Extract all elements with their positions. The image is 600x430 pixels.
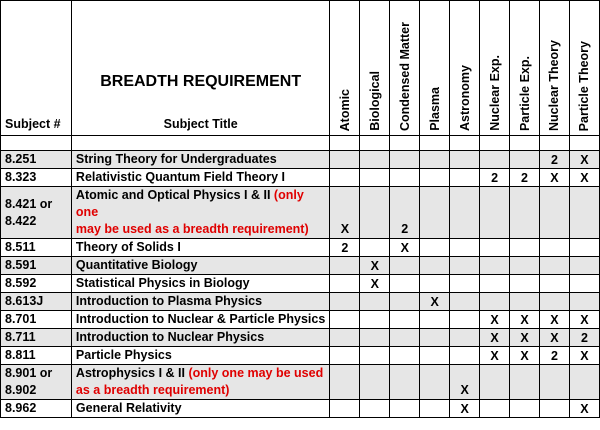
subject-number: 8.251 [1, 151, 72, 169]
subject-number: 8.962 [1, 400, 72, 418]
subject-number: 8.711 [1, 329, 72, 347]
header-subject-title: Subject Title [163, 117, 238, 131]
header-subject-number: Subject # [1, 1, 72, 136]
header-row [1, 1, 600, 136]
subject-number: 8.811 [1, 347, 72, 365]
breadth-mark: X [510, 311, 540, 329]
breadth-mark [450, 293, 480, 311]
subject-number: 8.591 [1, 257, 72, 275]
table-row [1, 187, 600, 239]
breadth-mark [450, 311, 480, 329]
breadth-mark [390, 151, 420, 169]
breadth-mark: 2 [539, 347, 569, 365]
breadth-mark [539, 293, 569, 311]
breadth-mark: X [420, 293, 450, 311]
breadth-requirement-heading: BREADTH REQUIREMENT [100, 73, 302, 90]
breadth-mark [390, 169, 420, 187]
breadth-mark [480, 187, 510, 239]
header-col-nuclear-exp: Nuclear Exp. [480, 1, 510, 136]
breadth-mark [450, 151, 480, 169]
breadth-mark: X [480, 329, 510, 347]
breadth-mark [390, 275, 420, 293]
table-row [1, 311, 600, 329]
breadth-mark: 2 [510, 169, 540, 187]
breadth-mark [390, 257, 420, 275]
header-col-plasma: Plasma [420, 1, 450, 136]
breadth-mark: 2 [390, 187, 420, 239]
table-row [1, 169, 600, 187]
breadth-mark: X [539, 169, 569, 187]
breadth-mark [330, 275, 360, 293]
table-row [1, 257, 600, 275]
breadth-mark [390, 365, 420, 400]
subject-number: 8.901 or 8.902 [1, 365, 72, 400]
breadth-mark [480, 365, 510, 400]
breadth-mark [539, 275, 569, 293]
breadth-mark [360, 311, 390, 329]
header-col-particle-exp: Particle Exp. [510, 1, 540, 136]
breadth-mark [450, 347, 480, 365]
table-row [1, 329, 600, 347]
breadth-mark [360, 329, 390, 347]
subject-number: 8.421 or 8.422 [1, 187, 72, 239]
breadth-mark [330, 151, 360, 169]
breadth-mark [569, 275, 599, 293]
breadth-mark: X [450, 365, 480, 400]
table-row [1, 293, 600, 311]
breadth-mark [510, 187, 540, 239]
breadth-mark [539, 239, 569, 257]
breadth-mark: X [330, 187, 360, 239]
breadth-mark [360, 187, 390, 239]
breadth-mark: 2 [539, 151, 569, 169]
subject-title: General Relativity [71, 400, 329, 418]
breadth-mark: X [569, 151, 599, 169]
breadth-mark: X [480, 311, 510, 329]
breadth-mark [360, 151, 390, 169]
breadth-mark [510, 365, 540, 400]
subject-title: Atomic and Optical Physics I & II (only one may be used as a breadth requirement) [71, 187, 329, 239]
table-body [1, 151, 600, 418]
breadth-note: may be used as a breadth requirement) [75, 222, 309, 236]
subject-title: Introduction to Plasma Physics [71, 293, 329, 311]
breadth-mark [420, 187, 450, 239]
breadth-mark [390, 347, 420, 365]
breadth-mark [330, 329, 360, 347]
breadth-mark [420, 400, 450, 418]
breadth-mark [420, 347, 450, 365]
breadth-mark [480, 257, 510, 275]
breadth-mark [390, 293, 420, 311]
breadth-mark [539, 365, 569, 400]
breadth-mark [420, 151, 450, 169]
breadth-mark: X [480, 347, 510, 365]
breadth-mark [420, 311, 450, 329]
breadth-note: (only one may be used [188, 366, 324, 380]
header-col-particle-theory: Particle Theory [569, 1, 599, 136]
table-row [1, 347, 600, 365]
subject-number: 8.613J [1, 293, 72, 311]
breadth-mark: 2 [569, 329, 599, 347]
breadth-mark [539, 187, 569, 239]
breadth-mark: X [569, 347, 599, 365]
table-row [1, 365, 600, 400]
subject-number: 8.701 [1, 311, 72, 329]
breadth-mark: X [510, 329, 540, 347]
breadth-mark [569, 239, 599, 257]
breadth-note: (only one [75, 188, 304, 219]
breadth-mark [510, 400, 540, 418]
breadth-mark: X [510, 347, 540, 365]
breadth-mark [480, 400, 510, 418]
breadth-mark [450, 275, 480, 293]
subject-number: 8.511 [1, 239, 72, 257]
breadth-mark [390, 400, 420, 418]
subject-title: Particle Physics [71, 347, 329, 365]
breadth-mark [360, 347, 390, 365]
header-col-biological: Biological [360, 1, 390, 136]
subject-number: 8.323 [1, 169, 72, 187]
subject-title: Theory of Solids I [71, 239, 329, 257]
breadth-mark [480, 275, 510, 293]
subject-title: Relativistic Quantum Field Theory I [71, 169, 329, 187]
spacer-row [1, 136, 600, 151]
breadth-mark [420, 365, 450, 400]
header-col-atomic: Atomic [330, 1, 360, 136]
header-title-cell [71, 1, 329, 136]
breadth-mark: X [390, 239, 420, 257]
subject-number: 8.592 [1, 275, 72, 293]
breadth-mark [360, 365, 390, 400]
breadth-mark: X [360, 257, 390, 275]
breadth-mark [330, 347, 360, 365]
breadth-mark [420, 275, 450, 293]
header-col-astronomy: Astronomy [450, 1, 480, 136]
breadth-note: as a breadth requirement) [75, 383, 230, 397]
breadth-mark [330, 400, 360, 418]
breadth-mark [390, 311, 420, 329]
header-col-nuclear-theory: Nuclear Theory [539, 1, 569, 136]
breadth-mark [330, 311, 360, 329]
subject-title: String Theory for Undergraduates [71, 151, 329, 169]
breadth-mark [450, 169, 480, 187]
breadth-mark [360, 400, 390, 418]
breadth-mark [330, 365, 360, 400]
breadth-mark [480, 293, 510, 311]
breadth-mark [510, 257, 540, 275]
breadth-mark [450, 329, 480, 347]
breadth-mark [360, 239, 390, 257]
breadth-mark [510, 151, 540, 169]
breadth-mark: X [539, 329, 569, 347]
breadth-mark [330, 169, 360, 187]
breadth-mark [390, 329, 420, 347]
breadth-mark [569, 187, 599, 239]
breadth-mark: 2 [330, 239, 360, 257]
breadth-mark [569, 257, 599, 275]
breadth-mark [510, 293, 540, 311]
breadth-mark: X [450, 400, 480, 418]
breadth-mark [480, 239, 510, 257]
table-row [1, 275, 600, 293]
breadth-mark [510, 275, 540, 293]
breadth-mark: 2 [480, 169, 510, 187]
breadth-mark [360, 293, 390, 311]
breadth-mark [450, 257, 480, 275]
breadth-mark [539, 257, 569, 275]
breadth-mark: X [569, 311, 599, 329]
breadth-mark [450, 239, 480, 257]
breadth-mark [480, 151, 510, 169]
breadth-mark [330, 293, 360, 311]
breadth-mark [360, 169, 390, 187]
breadth-mark: X [569, 169, 599, 187]
subject-title: Astrophysics I & II (only one may be used as a breadth requirement) [71, 365, 329, 400]
breadth-mark [539, 400, 569, 418]
breadth-mark: X [360, 275, 390, 293]
breadth-mark: X [569, 400, 599, 418]
table-row [1, 400, 600, 418]
breadth-mark [420, 257, 450, 275]
breadth-mark: X [539, 311, 569, 329]
breadth-mark [420, 239, 450, 257]
breadth-mark [569, 293, 599, 311]
subject-title: Introduction to Nuclear Physics [71, 329, 329, 347]
breadth-mark [420, 329, 450, 347]
table-row [1, 151, 600, 169]
subject-title: Quantitative Biology [71, 257, 329, 275]
breadth-mark [450, 187, 480, 239]
breadth-mark [420, 169, 450, 187]
table-row [1, 239, 600, 257]
subject-title: Introduction to Nuclear & Particle Physics [71, 311, 329, 329]
header-col-condensed-matter: Condensed Matter [390, 1, 420, 136]
subject-title: Statistical Physics in Biology [71, 275, 329, 293]
breadth-mark [569, 365, 599, 400]
breadth-mark [330, 257, 360, 275]
breadth-mark [510, 239, 540, 257]
